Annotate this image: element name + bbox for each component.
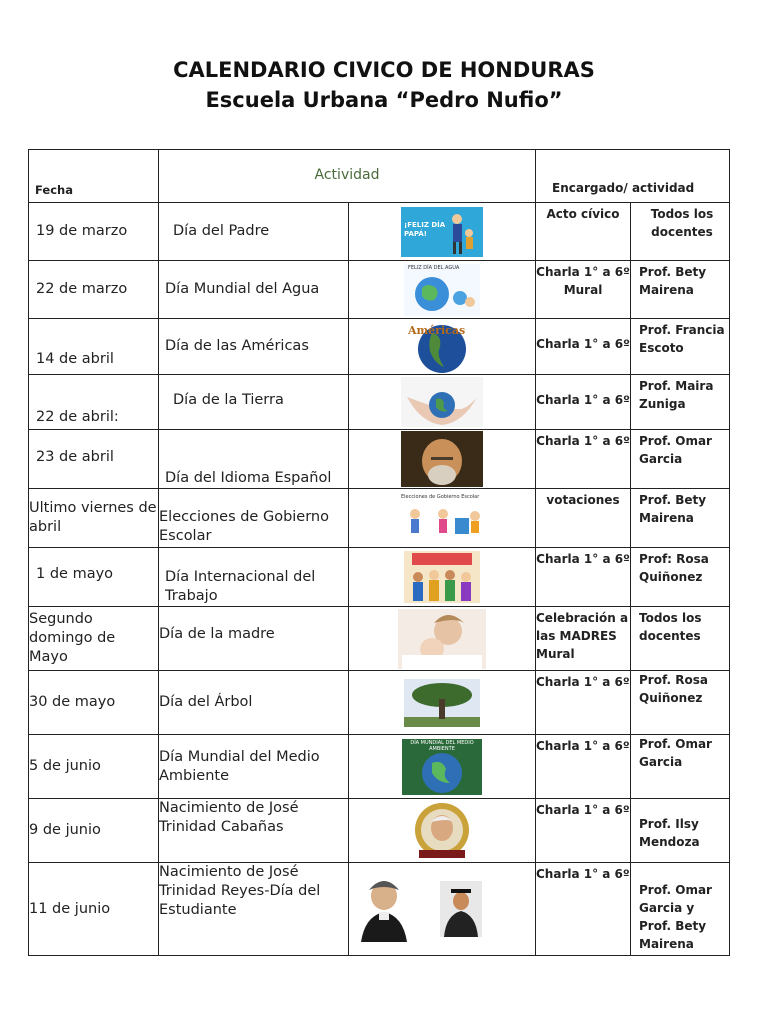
table-row xyxy=(29,799,730,863)
table-row xyxy=(29,203,730,261)
row-type: Charla 1° a 6º xyxy=(536,319,631,375)
trinidad-reyes-portrait xyxy=(357,876,411,942)
row-image-cell xyxy=(349,671,536,735)
americas-globe-illustration xyxy=(402,321,482,373)
row-type: Charla 1° a 6º xyxy=(536,799,631,863)
row-type: Charla 1° a 6º xyxy=(536,430,631,489)
fathers-day-image-text: ¡FELIZ DÍA PAPÁ! xyxy=(404,220,446,238)
row-image-cell xyxy=(349,319,536,375)
document-subtitle: Escuela Urbana “Pedro Nufio” xyxy=(205,88,563,112)
row-image-cell xyxy=(349,430,536,489)
row-date: 22 de abril: xyxy=(29,375,159,430)
row-responsible: Prof. Bety Mairena xyxy=(631,489,730,548)
row-activity: Día de la Tierra xyxy=(159,375,349,430)
row-image-cell xyxy=(349,489,536,548)
civic-calendar-table xyxy=(28,149,730,956)
fathers-day-illustration xyxy=(401,207,483,257)
row-image-cell xyxy=(349,863,536,956)
table-row xyxy=(29,671,730,735)
row-responsible: Prof. Omar Garcia xyxy=(631,735,730,799)
table-row xyxy=(29,735,730,799)
row-image-cell xyxy=(349,607,536,671)
earth-in-hands-illustration xyxy=(401,377,483,427)
row-type: Charla 1° a 6º Mural xyxy=(536,261,631,319)
row-type: Celebración a las MADRES Mural xyxy=(536,607,631,671)
row-date: 22 de marzo xyxy=(29,261,159,319)
row-image-cell xyxy=(349,375,536,430)
table-row xyxy=(29,548,730,607)
row-image-cell xyxy=(349,203,536,261)
row-activity: Día Mundial del Agua xyxy=(159,261,349,319)
row-responsible: Prof. Ilsy Mendoza xyxy=(631,799,730,863)
row-date: 9 de junio xyxy=(29,799,159,863)
row-type: Charla 1° a 6º xyxy=(536,863,631,956)
row-date: 19 de marzo xyxy=(29,203,159,261)
graduate-student-photo xyxy=(440,881,482,937)
row-date: 5 de junio xyxy=(29,735,159,799)
table-row xyxy=(29,261,730,319)
table-row xyxy=(29,430,730,489)
row-activity: Día de la madre xyxy=(159,607,349,671)
row-image-cell xyxy=(349,735,536,799)
row-activity: Nacimiento de José Trinidad Reyes-Día del Estudiante xyxy=(159,863,349,956)
row-responsible: Prof. Rosa Quiñonez xyxy=(631,671,730,735)
row-responsible: Prof. Omar Garcia xyxy=(631,430,730,489)
row-type: Charla 1° a 6º xyxy=(536,671,631,735)
row-activity: Día del Padre xyxy=(159,203,349,261)
row-responsible: Prof. Omar Garcia y Prof. Bety Mairena xyxy=(631,863,730,956)
mothers-day-photo xyxy=(398,609,486,669)
header-fecha: Fecha xyxy=(29,150,159,203)
row-image-cell xyxy=(349,548,536,607)
row-date: 30 de mayo xyxy=(29,671,159,735)
row-activity: Elecciones de Gobierno Escolar xyxy=(159,489,349,548)
table-header-row xyxy=(29,150,730,203)
row-type: Charla 1° a 6º xyxy=(536,735,631,799)
table-row xyxy=(29,607,730,671)
row-date: 11 de junio xyxy=(29,863,159,956)
row-activity: Día Internacional del Trabajo xyxy=(159,548,349,607)
row-date: 23 de abril xyxy=(29,430,159,489)
row-date: Ultimo viernes de abril xyxy=(29,489,159,548)
table-row xyxy=(29,863,730,956)
workers-day-illustration xyxy=(404,551,480,603)
table-row xyxy=(29,489,730,548)
row-activity: Nacimiento de José Trinidad Cabañas xyxy=(159,799,349,863)
table-row xyxy=(29,375,730,430)
row-responsible: Todos los docentes xyxy=(631,203,730,261)
tree-illustration xyxy=(404,679,480,727)
school-election-illustration xyxy=(399,494,485,542)
table-row xyxy=(29,319,730,375)
row-image-cell xyxy=(349,799,536,863)
row-responsible: Todos los docentes xyxy=(631,607,730,671)
row-date: 14 de abril xyxy=(29,319,159,375)
cervantes-portrait-illustration xyxy=(401,431,483,487)
water-day-image-text: FELIZ DÍA DEL AGUA xyxy=(408,264,460,271)
election-image-text: Elecciones de Gobierno Escolar xyxy=(401,494,480,500)
row-type: Charla 1° a 6º xyxy=(536,375,631,430)
header-actividad: Actividad xyxy=(159,150,536,203)
row-date: Segundo domingo de Mayo xyxy=(29,607,159,671)
document-title: CALENDARIO CIVICO DE HONDURAS xyxy=(173,58,595,82)
row-image-cell xyxy=(349,261,536,319)
row-responsible: Prof. Bety Mairena xyxy=(631,261,730,319)
environment-image-text: DÍA MUNDIAL DEL MEDIO AMBIENTE xyxy=(410,739,474,752)
row-activity: Día del Árbol xyxy=(159,671,349,735)
row-activity: Día Mundial del Medio Ambiente xyxy=(159,735,349,799)
row-responsible: Prof. Francia Escoto xyxy=(631,319,730,375)
cabanas-portrait-medallion xyxy=(409,802,475,860)
row-type: Charla 1° a 6º xyxy=(536,548,631,607)
water-day-illustration xyxy=(404,264,480,316)
header-encargado: Encargado/ actividad xyxy=(536,150,730,203)
row-type: Acto cívico xyxy=(536,203,631,261)
row-type: votaciones xyxy=(536,489,631,548)
row-responsible: Prof. Maira Zuniga xyxy=(631,375,730,430)
americas-image-text: Américas xyxy=(408,323,466,337)
row-activity: Día de las Américas xyxy=(159,319,349,375)
row-activity: Día del Idioma Español xyxy=(159,430,349,489)
environment-day-illustration xyxy=(402,739,482,795)
row-date: 1 de mayo xyxy=(29,548,159,607)
row-responsible: Prof: Rosa Quiñonez xyxy=(631,548,730,607)
